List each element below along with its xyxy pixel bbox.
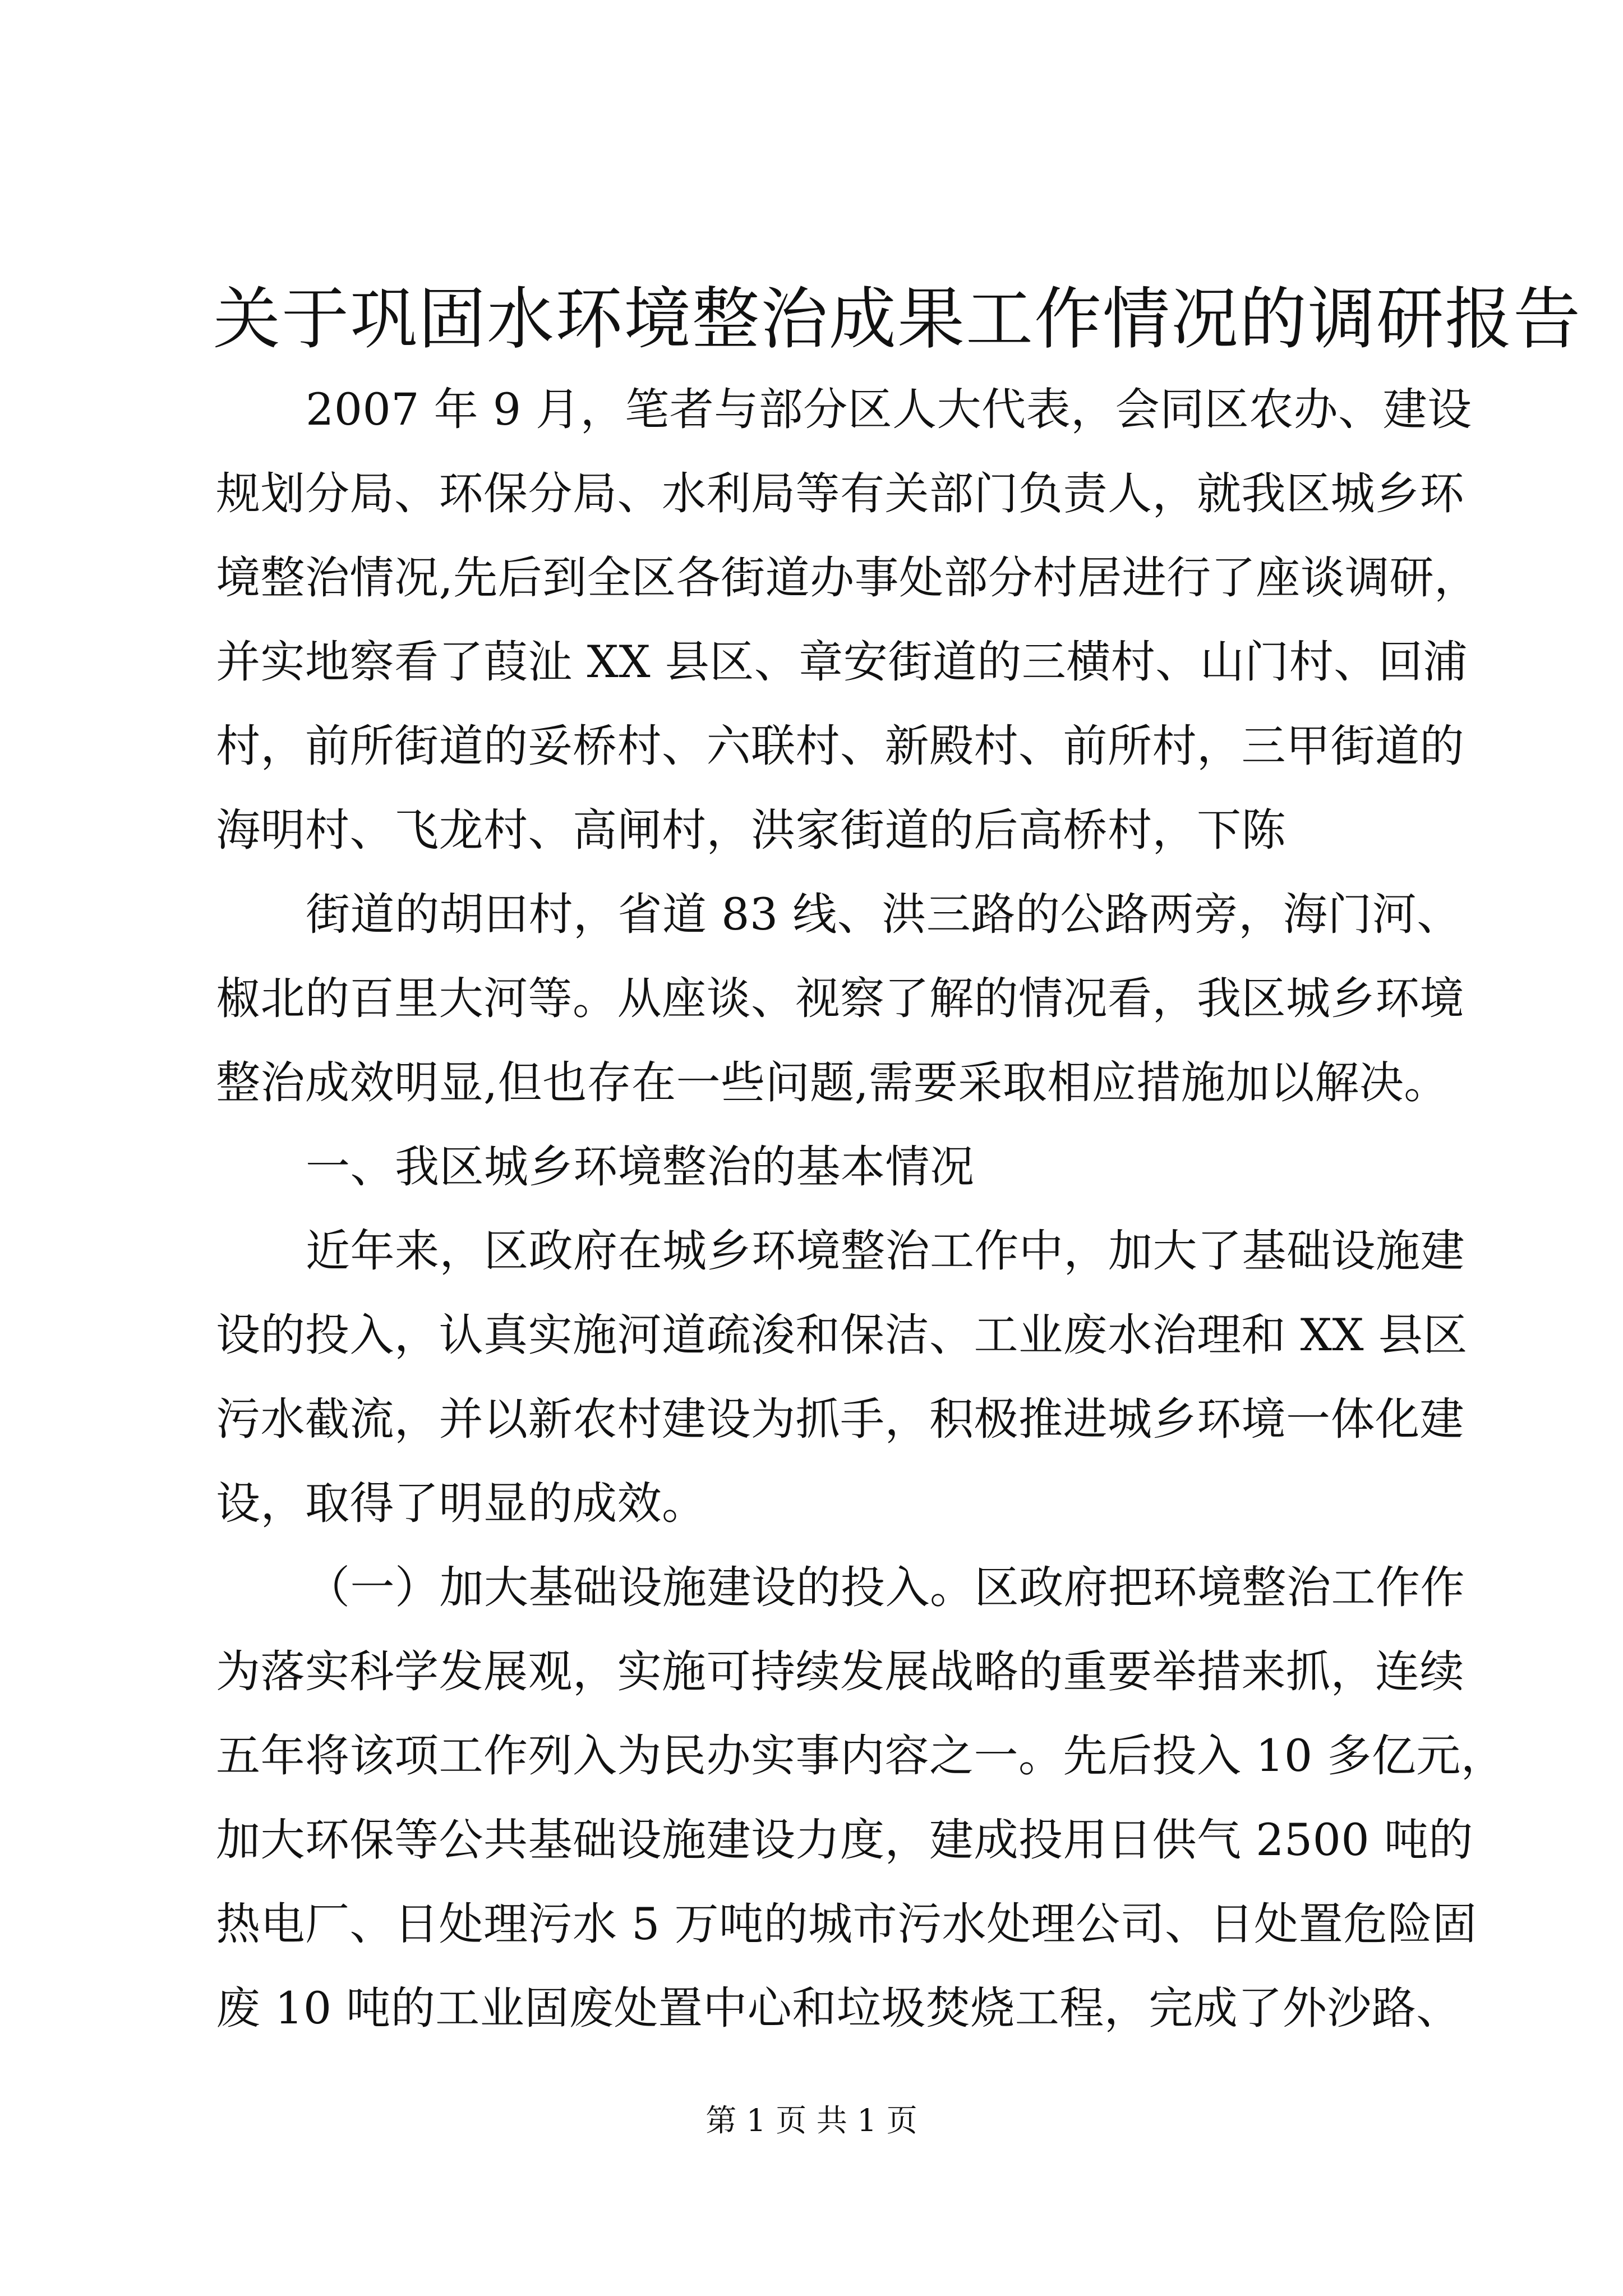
body-line: 污水截流，并以新农村建设为抓手，积极推进城乡环境一体化建 <box>216 1393 1464 1445</box>
body-line: 设，取得了明显的成效。 <box>216 1478 707 1529</box>
body-line: 并实地察看了葭沚 XX 县区、章安街道的三横村、山门村、回浦 <box>216 636 1468 688</box>
body-line: 近年来，区政府在城乡环境整治工作中，加大了基础设施建 <box>306 1225 1465 1277</box>
document-body <box>216 367 1506 2050</box>
body-line: 加大环保等公共基础设施建设力度，建成投用日供气 2500 吨的 <box>216 1814 1473 1866</box>
body-line: 街道的胡田村，省道 83 线、洪三路的公路两旁，海门河、 <box>306 889 1461 940</box>
page-footer: 第 1 页 共 1 页 <box>706 2102 917 2138</box>
body-line: 热电厂、日处理污水 5 万吨的城市污水处理公司、日处置危险固 <box>216 1898 1477 1950</box>
body-line: 规划分局、环保分局、水利局等有关部门负责人，就我区城乡环 <box>216 468 1464 519</box>
body-line: 五年将该项工作列入为民办实事内容之一。先后投入 10 多亿元， <box>216 1730 1506 1782</box>
body-line: 整治成效明显,但也存在一些问题,需要采取相应措施加以解决。 <box>216 1057 1449 1108</box>
body-line: 海明村、飞龙村、高闸村，洪家街道的后高桥村，下陈 <box>216 804 1286 856</box>
body-line: 废 10 吨的工业固废处置中心和垃圾焚烧工程，完成了外沙路、 <box>216 1982 1461 2034</box>
body-line: 为落实科学发展观，实施可持续发展战略的重要举措来抓，连续 <box>216 1646 1464 1697</box>
body-line: 一、我区城乡环境整治的基本情况 <box>306 1141 975 1193</box>
body-line: 2007 年 9 月，笔者与部分区人大代表，会同区农办、建设 <box>306 384 1472 435</box>
body-line: 设的投入，认真实施河道疏浚和保洁、工业废水治理和 XX 县区 <box>216 1309 1468 1361</box>
body-line: 椒北的百里大河等。从座谈、视察了解的情况看，我区城乡环境 <box>216 973 1464 1024</box>
body-line: 村，前所街道的妥桥村、六联村、新殿村、前所村，三甲街道的 <box>216 720 1464 772</box>
document-title: 关于巩固水环境整治成果工作情况的调研报告 <box>213 280 1581 358</box>
body-line: （一）加大基础设施建设的投入。区政府把环境整治工作作 <box>306 1562 1465 1613</box>
body-line: 境整治情况,先后到全区各街道办事处部分村居进行了座谈调研， <box>216 552 1479 604</box>
